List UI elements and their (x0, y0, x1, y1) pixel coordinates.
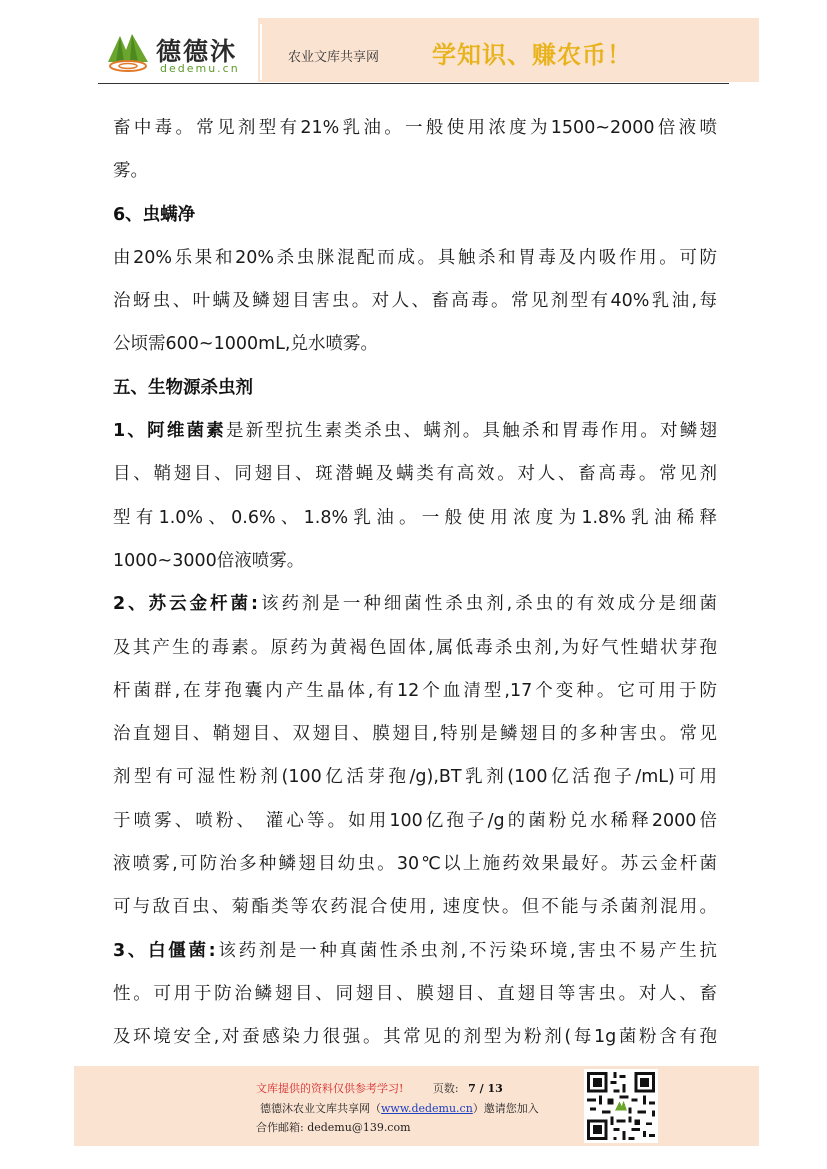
term-label: 3、白僵菌: (113, 940, 216, 961)
text-line: 剂型有可湿性粉剂(100亿活芽孢/g),BT乳剂(100亿活孢子/mL)可用 (113, 767, 717, 788)
text-line: 液喷雾,可防治多种鳞翅目幼虫。30℃以上施药效果最好。苏云金杆菌 (113, 854, 717, 875)
slogan: 学知识、赚农币！ (432, 40, 632, 69)
heading-text: 6、虫螨净 (113, 204, 196, 225)
heading-text: 五、生物源杀虫剂 (113, 377, 253, 398)
page-header (98, 18, 759, 82)
text-line: 目、鞘翅目、同翅目、斑潜蝇及螨类有高效。对人、畜高毒。常见剂 (113, 464, 717, 485)
disclaimer: 文库提供的资料仅供参考学习! (256, 1082, 404, 1095)
invite-prefix: 德德沐农业文库共享网（ (260, 1102, 381, 1115)
header-divider (260, 24, 262, 80)
mountain-leaf-logo-icon (104, 28, 152, 74)
text-line: 杆菌群,在芽孢囊内产生晶体,有12个血清型,17个变种。它可用于防 (113, 680, 717, 701)
page-count: 7 / 13 (468, 1082, 503, 1095)
text-line: 公顷需600~1000mL,兑水喷雾。 (113, 334, 378, 355)
text-line: 1000~3000倍液喷雾。 (113, 550, 305, 571)
text-line (113, 930, 717, 973)
contact-email: 合作邮箱: dedemu@139.com (256, 1121, 411, 1134)
term-label: 1、阿维菌素 (113, 421, 227, 442)
text-line: 治直翅目、鞘翅目、双翅目、膜翅目,特别是鳞翅目的多种害虫。常见 (113, 724, 717, 745)
term-label: 2、苏云金杆菌: (113, 594, 258, 615)
site-link[interactable]: www.dedemu.cn (381, 1102, 473, 1115)
site-name: 农业文库共享网 (288, 50, 380, 65)
document-body (113, 107, 717, 1060)
qr-code-icon[interactable] (584, 1069, 658, 1143)
page-footer (74, 1066, 759, 1146)
text-line: 由20%乐果和20%杀虫脒混配而成。具触杀和胃毒及内吸作用。可防 (113, 247, 717, 268)
header-rule (98, 83, 729, 84)
text-line (113, 583, 717, 626)
logo-name: 德德沐 (156, 37, 238, 66)
text-line: 治蚜虫、叶螨及鳞翅目害虫。对人、畜高毒。常见剂型有40%乳油,每 (113, 291, 717, 312)
text-line: 畜中毒。常见剂型有21%乳油。一般使用浓度为1500~2000倍液喷 (113, 118, 717, 138)
term-text: 是新型抗生素类杀虫、螨剂。具触杀和胃毒作用。对鳞翅 (226, 421, 717, 442)
footer-line (256, 1080, 503, 1096)
logo[interactable] (98, 18, 258, 82)
logo-domain: dedemu.cn (160, 62, 240, 75)
text-line: 可与敌百虫、菊酯类等农药混合使用, 速度快。但不能与杀菌剂混用。 (113, 897, 717, 918)
term-text: 该药剂是一种细菌性杀虫剂,杀虫的有效成分是细菌 (258, 594, 717, 615)
section-heading (113, 367, 717, 410)
text-line: 雾。 (113, 161, 148, 182)
section-heading (113, 194, 717, 237)
term-text: 该药剂是一种真菌性杀虫剂,不污染环境,害虫不易产生抗 (215, 940, 717, 961)
invite-suffix: ）邀请您加入 (472, 1102, 539, 1115)
footer-line (260, 1100, 539, 1116)
text-line: 性。可用于防治鳞翅目、同翅目、膜翅目、直翅目等害虫。对人、畜 (113, 983, 717, 1004)
page-count-label: 页数: (432, 1082, 459, 1095)
text-line (113, 410, 717, 453)
text-line: 及环境安全,对蚕感染力很强。其常见的剂型为粉剂(每1g菌粉含有孢 (113, 1027, 717, 1048)
text-line: 于喷雾、喷粉、 灌心等。如用100亿孢子/g的菌粉兑水稀释2000倍 (113, 810, 717, 831)
text-line: 及其产生的毒素。原药为黄褐色固体,属低毒杀虫剂,为好气性蜡状芽孢 (113, 637, 717, 658)
text-line: 型有1.0%、0.6%、1.8%乳油。一般使用浓度为1.8%乳油稀释 (113, 507, 717, 528)
